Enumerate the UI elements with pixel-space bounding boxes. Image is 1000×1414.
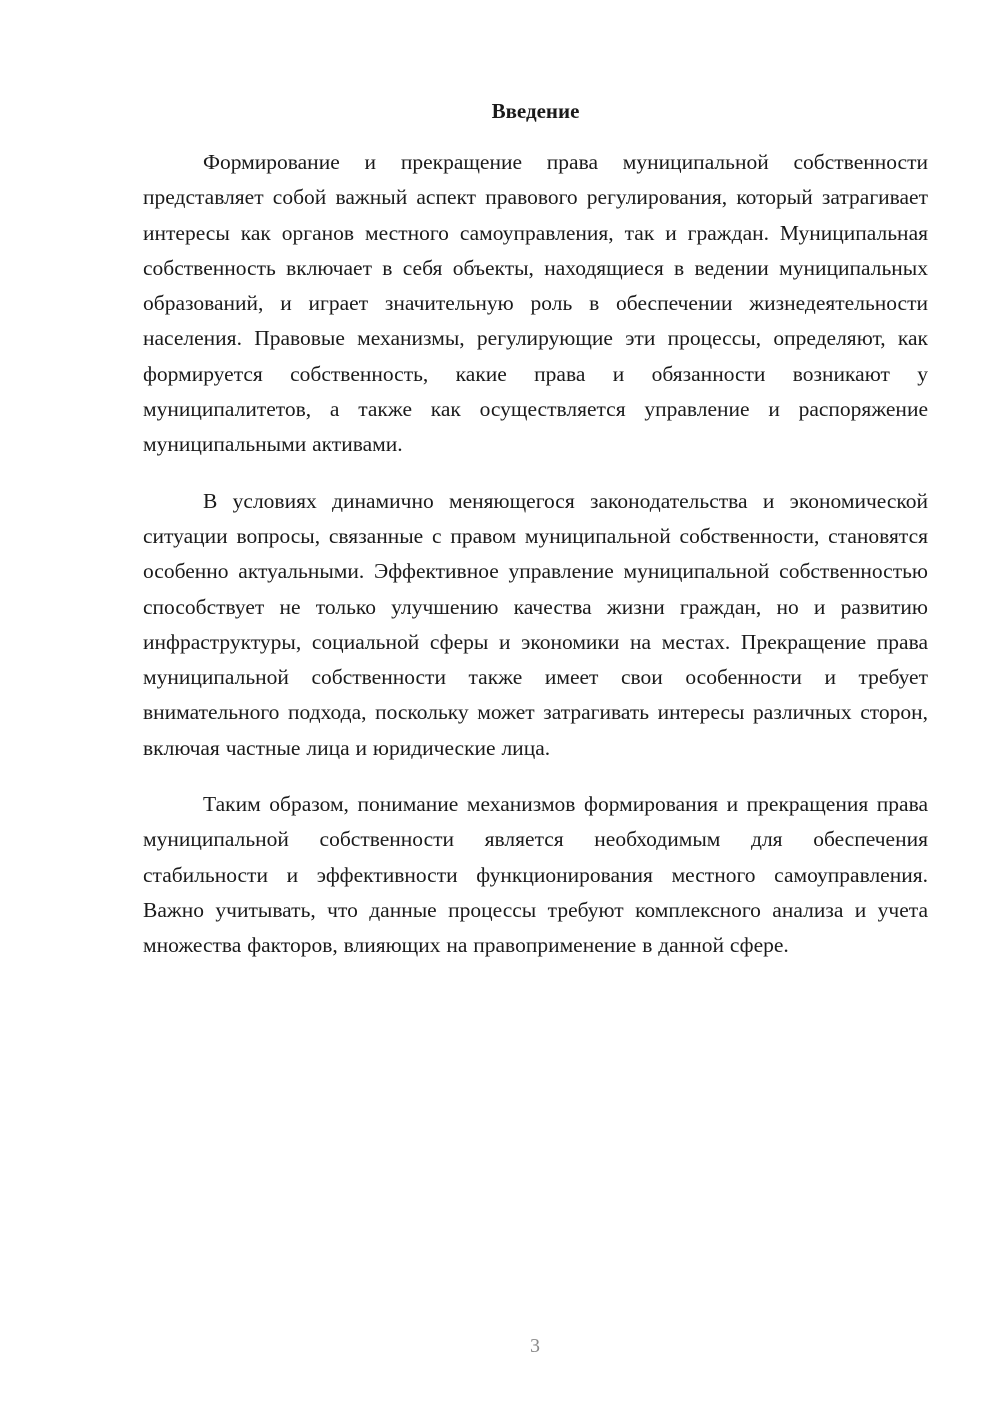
- page-number: 3: [530, 1335, 540, 1357]
- paragraph-1: Формирование и прекращение права муниципальной собственности представляет собой важный аспект правового регулирования, который затрагивает интересы как органов местного самоуправления, так и граждан. Муниципальная собственность включает в себя объекты, находящиеся в ведении муниципальных образований, и играет значительную роль в обеспечении жизнедеятельности населения. Правовые механизмы, регулирующие эти процессы, определяют, как формируется собственность, какие права и обязанности возникают у муниципалитетов, а также как осуществляется управление и распоряжение муниципальными активами.: [143, 150, 928, 457]
- section-title: Введение: [491, 99, 580, 123]
- page-content: [143, 95, 928, 964]
- paragraph-2: В условиях динамично меняющегося законодательства и экономической ситуации вопросы, связанные с правом муниципальной собственности, становятся особенно актуальными. Эффективное управление муниципальной собственностью способствует не только улучшению качества жизни граждан, но и развитию инфраструктуры, социальной сферы и экономики на местах. Прекращение права муниципальной собственности также имеет свои особенности и требует внимательного подхода, поскольку может затрагивать интересы различных сторон, включая частные лица и юридические лица.: [143, 488, 928, 760]
- paragraph-3: Таким образом, понимание механизмов формирования и прекращения права муниципальной собственности является необходимым для обеспечения стабильности и эффективности функционирования местного самоуправления. Важно учитывать, что данные процессы требуют комплексного анализа и учета множества факторов, влияющих на правоприменение в данной сфере.: [143, 792, 928, 958]
